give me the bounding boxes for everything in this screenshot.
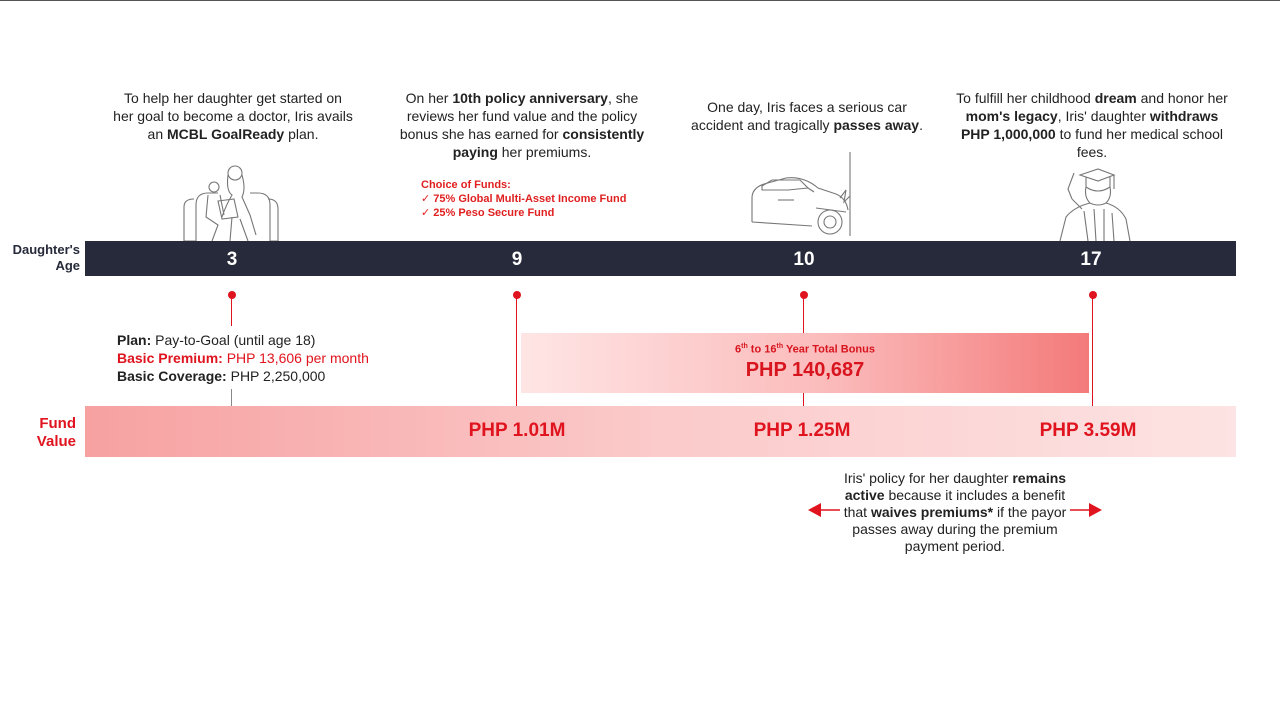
- body-text: , she reviews her fund value and the policy bonus she has earned for: [399, 90, 639, 142]
- mother-daughter-reading-icon: [178, 155, 282, 243]
- fund-value-age-10: PHP 1.25M: [753, 420, 851, 441]
- choice-of-funds: [421, 178, 626, 220]
- fund-value-age-9: PHP 1.01M: [468, 420, 566, 441]
- car-accident-icon: [748, 150, 856, 242]
- fund-item: ✓ 25% Peso Secure Fund: [421, 207, 555, 219]
- body-text: her premiums.: [497, 144, 592, 160]
- timeline-stem-3-lower: [231, 389, 232, 406]
- emphasis-text: remains active: [844, 470, 1067, 503]
- graduate-icon: [1054, 165, 1134, 243]
- body-text: To fulfill her childhood: [956, 90, 1095, 106]
- body-text: One day, Iris faces a serious car accident and tragically: [691, 99, 907, 133]
- plan-label: Plan:: [117, 332, 152, 348]
- body-text: , Iris' daughter: [1057, 108, 1150, 124]
- story-age-9: [392, 89, 652, 161]
- body-text: Iris' policy for her daughter: [843, 470, 1013, 486]
- emphasis-text: dream: [1094, 90, 1137, 106]
- daughters-age-label: Daughter's Age: [12, 242, 80, 273]
- timeline-stem-3: [231, 298, 232, 326]
- coverage-row: [117, 367, 369, 385]
- funds-title: Choice of Funds:: [421, 179, 511, 191]
- timeline-stem-17: [1092, 298, 1093, 406]
- age-17: 17: [1080, 249, 1102, 270]
- premium-row: [117, 349, 369, 367]
- emphasis-text: withdraws PHP 1,000,000: [960, 108, 1219, 142]
- premium-label: Basic Premium:: [117, 350, 223, 366]
- arrow-left-icon: [808, 501, 842, 519]
- timeline-dot-9: [513, 291, 521, 299]
- body-text: On her: [405, 90, 453, 106]
- total-bonus-box: [521, 333, 1089, 393]
- emphasis-text: 10th policy anniversary: [452, 90, 608, 106]
- plan-value: Pay-to-Goal (until age 18): [151, 332, 316, 348]
- age-9: 9: [511, 249, 523, 270]
- emphasis-text: consistently paying: [452, 126, 645, 160]
- coverage-label: Basic Coverage:: [117, 368, 227, 384]
- body-text: plan.: [284, 126, 319, 142]
- age-10: 10: [793, 249, 815, 270]
- plan-details: [117, 331, 369, 385]
- bonus-ordinal: th: [776, 343, 784, 350]
- fund-value-label: Fund Value: [36, 415, 76, 450]
- body-text: if the payor passes away during the premium payment period.: [852, 504, 1067, 554]
- body-text: .: [919, 117, 923, 133]
- fund-item: ✓ 75% Global Multi-Asset Income Fund: [421, 193, 627, 205]
- bonus-ordinal: th: [741, 343, 748, 350]
- bonus-label: [521, 343, 1089, 356]
- plan-row: [117, 331, 369, 349]
- age-3: 3: [226, 249, 238, 270]
- emphasis-text: mom's legacy: [965, 108, 1058, 124]
- premium-value: PHP 13,606 per month: [222, 350, 369, 366]
- bonus-label-between: to: [747, 343, 765, 356]
- premium-waiver-note: [840, 470, 1070, 555]
- emphasis-text: passes away: [833, 117, 920, 133]
- arrow-right-icon: [1068, 501, 1102, 519]
- emphasis-text: MCBL GoalReady: [167, 126, 285, 142]
- fund-value-age-17: PHP 3.59M: [1039, 420, 1137, 441]
- bonus-from-year: 6: [735, 343, 742, 356]
- story-age-17: [952, 89, 1232, 161]
- body-text: To help her daughter get started on her goal to become a doctor, Iris avails an: [113, 90, 353, 142]
- story-age-3: [113, 89, 353, 143]
- timeline-dot-17: [1089, 291, 1097, 299]
- body-text: and honor her: [1136, 90, 1228, 106]
- bonus-value: PHP 140,687: [745, 358, 865, 381]
- story-age-10: [682, 98, 932, 134]
- top-border: [0, 0, 1280, 1]
- bonus-to-year: 16: [764, 343, 777, 356]
- bonus-label-tail: Year Total Bonus: [783, 343, 875, 356]
- timeline-dot-3: [228, 291, 236, 299]
- timeline-dot-10: [800, 291, 808, 299]
- body-text: because it includes a benefit that: [843, 487, 1066, 520]
- emphasis-text: waives premiums*: [870, 504, 994, 520]
- timeline-stem-9: [516, 298, 517, 406]
- coverage-value: PHP 2,250,000: [226, 368, 326, 384]
- body-text: to fund her medical school fees.: [1055, 126, 1224, 160]
